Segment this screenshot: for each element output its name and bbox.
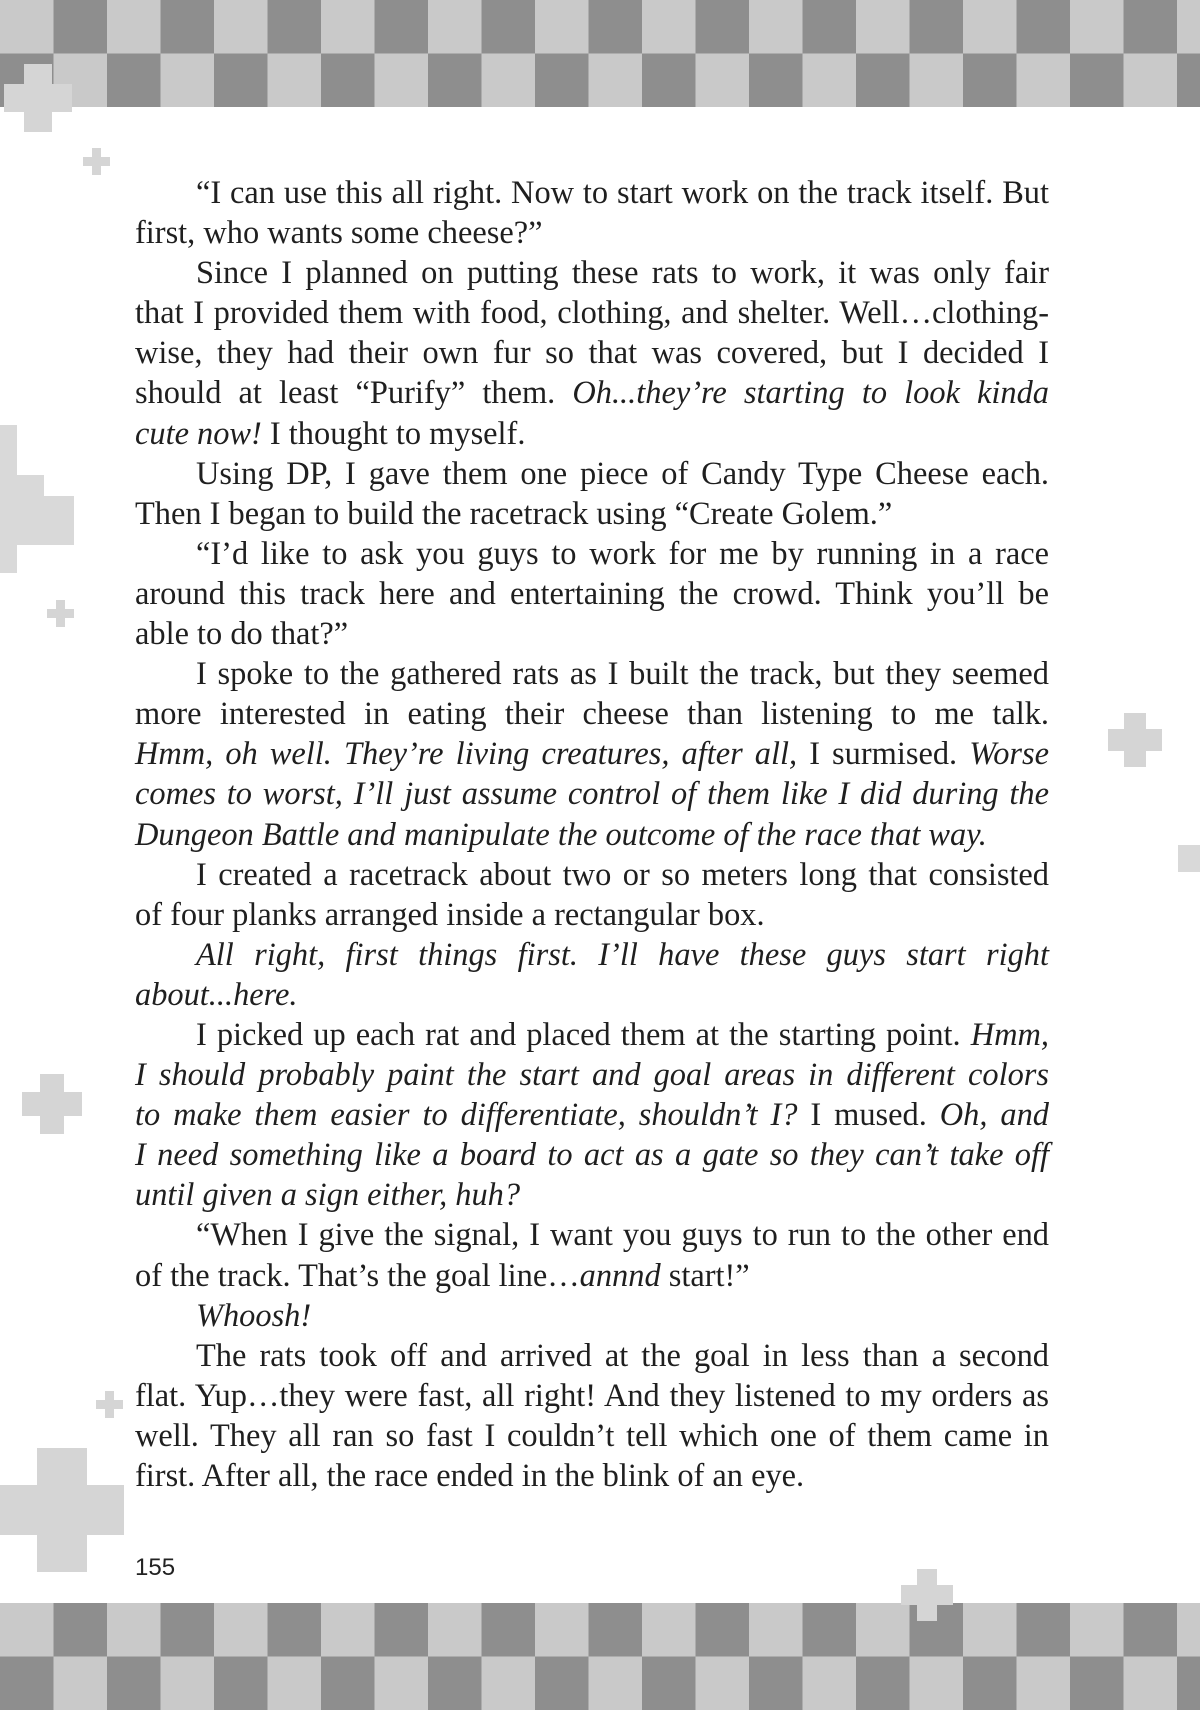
text-run: “I can use this all right. Now to start work on the track itself. But xyxy=(196,175,1049,211)
italic-text-run: Oh, and xyxy=(939,1097,1049,1134)
text-run: around this track here and entertaining the crowd. Think you’ll be xyxy=(135,575,1049,612)
sparkle-icon xyxy=(44,496,74,545)
text-line xyxy=(135,975,1049,1015)
paragraph xyxy=(135,173,1049,253)
text-line xyxy=(135,815,1049,855)
paragraph xyxy=(135,253,1049,453)
body-text xyxy=(135,173,1049,1496)
text-line xyxy=(135,1336,1049,1376)
text-line xyxy=(135,895,1049,935)
sparkle-icon xyxy=(0,1448,124,1572)
sparkle-icon xyxy=(1108,713,1162,767)
text-line xyxy=(135,774,1049,814)
text-line xyxy=(135,1135,1049,1175)
text-run: well. They all ran so fast I couldn’t tell which one of them came in xyxy=(135,1417,1049,1454)
text-line xyxy=(135,574,1049,614)
text-line xyxy=(135,694,1049,734)
paragraph xyxy=(135,1336,1049,1496)
text-line xyxy=(135,213,1049,253)
text-line xyxy=(135,1095,1049,1135)
italic-text-run: to make them easier to differentiate, shouldn’t I? xyxy=(135,1097,798,1134)
sparkle-icon xyxy=(0,425,17,573)
text-line xyxy=(135,855,1049,895)
checker-band-bottom xyxy=(0,1603,1200,1710)
text-run: I picked up each rat and placed them at the starting point. xyxy=(196,1016,971,1053)
text-line xyxy=(135,734,1049,774)
italic-text-run: about...here. xyxy=(135,976,298,1013)
text-line xyxy=(135,1376,1049,1416)
paragraph xyxy=(135,654,1049,854)
text-run: The rats took off and arrived at the goal in less than a second xyxy=(196,1337,1049,1374)
italic-text-run: All right, first things first. I’ll have these guys start right xyxy=(196,936,1049,973)
text-run: “When I give the signal, I want you guys to run to the other end xyxy=(196,1217,1049,1254)
sparkle-icon xyxy=(901,1569,953,1621)
italic-text-run: comes to worst, I’ll just assume control of them like I did during the xyxy=(135,776,1049,813)
paragraph xyxy=(135,1215,1049,1295)
sparkle-icon xyxy=(47,600,74,627)
text-run: Using DP, I gave them one piece of Candy Type Cheese each. xyxy=(196,455,1049,492)
text-line xyxy=(135,494,1049,534)
paragraph xyxy=(135,855,1049,935)
sparkle-icon xyxy=(17,475,44,545)
text-line xyxy=(135,1055,1049,1095)
sparkle-icon xyxy=(4,64,72,132)
text-run: able to do that?” xyxy=(135,616,349,653)
italic-text-run: Whoosh! xyxy=(196,1297,312,1334)
text-run: Then I began to build the racetrack using “Create Golem.” xyxy=(135,495,893,532)
text-line xyxy=(135,1456,1049,1496)
text-line xyxy=(135,293,1049,333)
italic-text-run: cute now! xyxy=(135,415,262,452)
italic-text-run: I need something like a board to act as a gate so they can’t take off xyxy=(135,1137,1049,1174)
sparkle-icon xyxy=(1178,845,1200,872)
italic-text-run: Oh...they’re starting to look kinda xyxy=(572,375,1050,412)
text-run: first. After all, the race ended in the blink of an eye. xyxy=(135,1458,805,1494)
text-line xyxy=(135,333,1049,373)
text-line xyxy=(135,173,1049,213)
text-line xyxy=(135,654,1049,694)
sparkle-icon xyxy=(22,1074,82,1134)
text-run: Since I planned on putting these rats to work, it was only fair xyxy=(196,255,1049,292)
text-line xyxy=(135,534,1049,574)
text-run: I created a racetrack about two or so meters long that consisted xyxy=(196,856,1049,893)
text-run: wise, they had their own fur so that was covered, but I decided I xyxy=(135,335,1049,372)
checker-band-top xyxy=(0,0,1200,107)
paragraph xyxy=(135,935,1049,1015)
text-line xyxy=(135,1416,1049,1456)
text-run: I mused. xyxy=(797,1097,940,1134)
paragraph xyxy=(135,1015,1049,1215)
sparkle-icon xyxy=(96,1391,123,1418)
text-run: more interested in eating their cheese than listening to me talk. xyxy=(135,696,1049,733)
text-run: I spoke to the gathered rats as I built the track, but they seemed xyxy=(196,656,1049,693)
text-run: I thought to myself. xyxy=(261,415,526,452)
paragraph xyxy=(135,454,1049,534)
sparkle-icon xyxy=(83,148,110,175)
text-run: I surmised. xyxy=(797,736,970,773)
text-run: start!” xyxy=(660,1257,750,1294)
text-run: “I’d like to ask you guys to work for me by running in a race xyxy=(196,535,1049,572)
text-line xyxy=(135,1015,1049,1055)
italic-text-run: until given a sign either, huh? xyxy=(135,1177,521,1214)
text-run: that I provided them with food, clothing, and shelter. Well…clothing- xyxy=(135,295,1049,332)
text-run: of four planks arranged inside a rectangular box. xyxy=(135,896,765,933)
text-line xyxy=(135,1256,1049,1296)
text-line xyxy=(135,1215,1049,1255)
text-line xyxy=(135,1175,1049,1215)
text-line xyxy=(135,454,1049,494)
text-run: flat. Yup…they were fast, all right! And they listened to my orders as xyxy=(135,1377,1049,1414)
italic-text-run: Hmm, xyxy=(970,1016,1049,1053)
text-run: should at least “Purify” them. xyxy=(135,375,573,412)
italic-text-run: annnd xyxy=(579,1257,661,1294)
text-line xyxy=(135,253,1049,293)
text-line xyxy=(135,373,1049,413)
text-line xyxy=(135,1296,1049,1336)
text-run: of the track. That’s the goal line… xyxy=(135,1257,580,1294)
text-run: first, who wants some cheese?” xyxy=(135,215,543,252)
text-line xyxy=(135,414,1049,454)
paragraph xyxy=(135,534,1049,654)
paragraph xyxy=(135,1296,1049,1336)
italic-text-run: I should probably paint the start and goal areas in different colors xyxy=(135,1057,1049,1094)
italic-text-run: Worse xyxy=(969,736,1049,773)
italic-text-run: Hmm, oh well. They’re living creatures, after all, xyxy=(135,736,798,773)
page-number: 155 xyxy=(135,1554,176,1581)
italic-text-run: Dungeon Battle and manipulate the outcome of the race that way. xyxy=(135,816,987,853)
text-line xyxy=(135,935,1049,975)
text-line xyxy=(135,614,1049,654)
